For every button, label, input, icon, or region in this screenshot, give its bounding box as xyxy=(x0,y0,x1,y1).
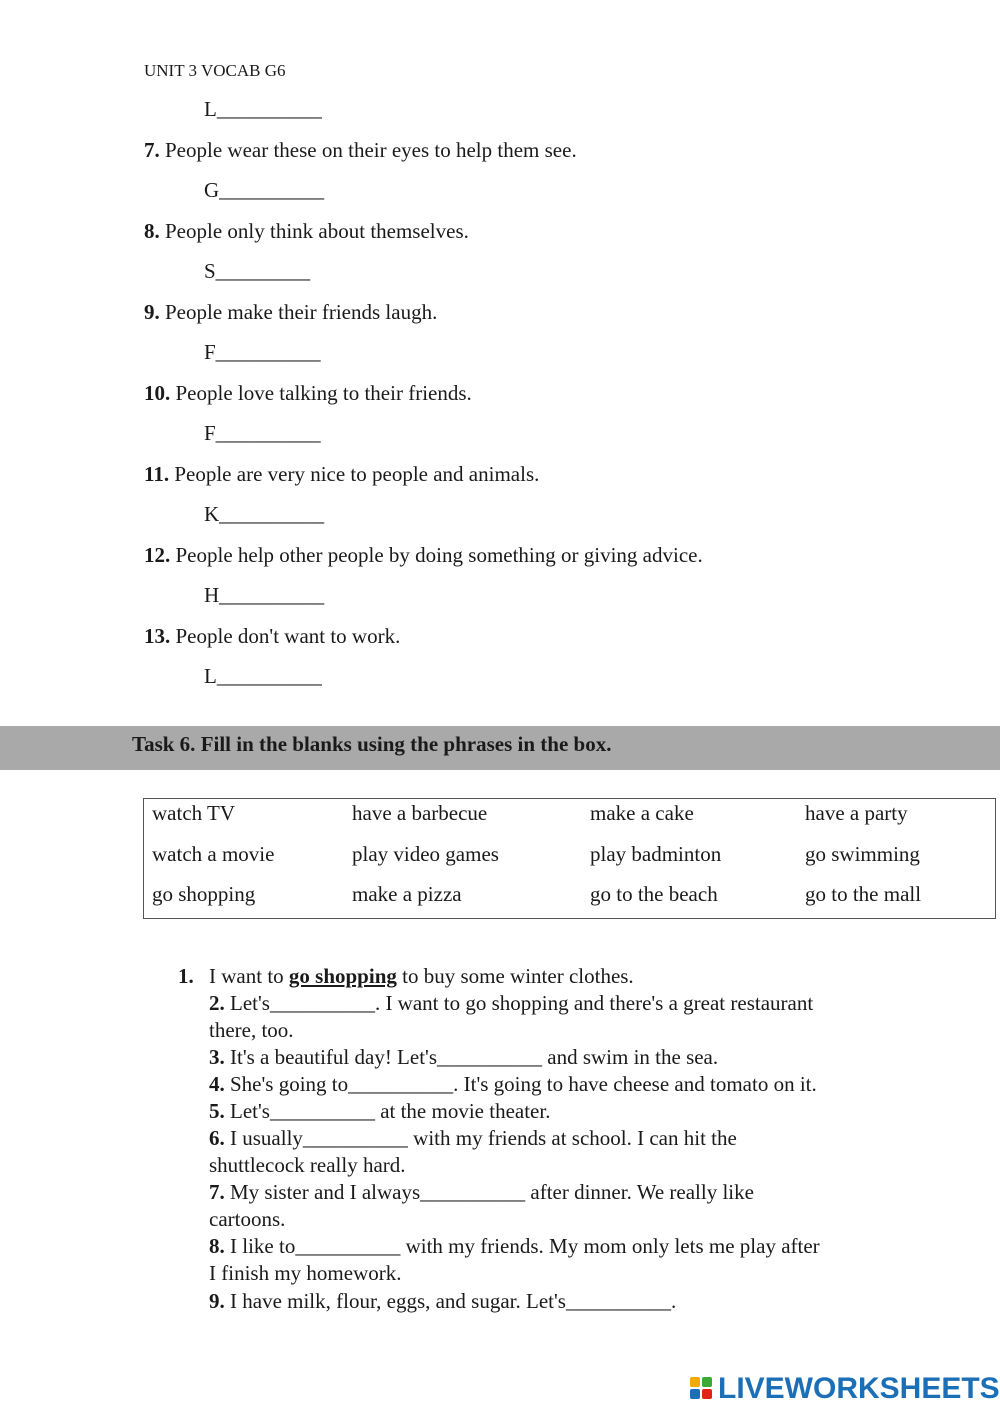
sentence-7[interactable]: 7. My sister and I always__________ after dinner. We really like xyxy=(209,1180,754,1204)
phrase: have a party xyxy=(805,801,908,825)
answer-blank-9[interactable]: F__________ xyxy=(204,340,321,364)
phrase: go swimming xyxy=(805,842,920,866)
phrase: make a pizza xyxy=(352,882,462,906)
task-6-title: Task 6. Fill in the blanks using the phrases in the box. xyxy=(132,732,612,756)
question-7: 7. People wear these on their eyes to help them see. xyxy=(144,138,577,162)
sentence-1-number: 1. xyxy=(178,964,194,988)
answer-blank-10[interactable]: F__________ xyxy=(204,421,321,445)
sentence-2[interactable]: 2. Let's__________. I want to go shopping and there's a great restaurant xyxy=(209,991,814,1015)
sentence-8-cont: I finish my homework. xyxy=(209,1261,402,1285)
phrase: have a barbecue xyxy=(352,801,488,825)
question-9: 9. People make their friends laugh. xyxy=(144,300,438,324)
sentence-1-answer[interactable]: go shopping xyxy=(288,964,397,988)
sentence-8[interactable]: 8. I like to__________ with my friends. My mom only lets me play after xyxy=(209,1234,820,1258)
answer-blank-12[interactable]: H__________ xyxy=(204,583,325,607)
answer-blank-8[interactable]: S_________ xyxy=(204,259,311,283)
sentence-6-cont: shuttlecock really hard. xyxy=(209,1153,406,1177)
phrase: go shopping xyxy=(152,882,256,906)
phrase: play badminton xyxy=(590,842,722,866)
answer-blank-13[interactable]: L__________ xyxy=(204,664,322,688)
question-10: 10. People love talking to their friends. xyxy=(144,381,472,405)
question-11: 11. People are very nice to people and animals. xyxy=(144,462,540,486)
sentence-6[interactable]: 6. I usually__________ with my friends at school. I can hit the xyxy=(209,1126,737,1150)
sentence-4[interactable]: 4. She's going to__________. It's going to have cheese and tomato on it. xyxy=(209,1072,817,1096)
question-12: 12. People help other people by doing something or giving advice. xyxy=(144,543,703,567)
unit-header: UNIT 3 VOCAB G6 xyxy=(144,61,286,80)
question-13: 13. People don't want to work. xyxy=(144,624,401,648)
phrase: play video games xyxy=(352,842,499,866)
phrase: go to the mall xyxy=(805,882,922,906)
phrase: watch TV xyxy=(152,801,236,825)
phrase: go to the beach xyxy=(590,882,718,906)
phrase: watch a movie xyxy=(152,842,275,866)
brand-name: LIVEWORKSHEETS xyxy=(718,1372,1000,1405)
answer-blank-11[interactable]: K__________ xyxy=(204,502,325,526)
sentence-7-cont: cartoons. xyxy=(209,1207,286,1231)
liveworksheets-logo-icon xyxy=(690,1377,714,1401)
sentence-1: I want to go shopping to buy some winter clothes. xyxy=(209,964,634,988)
sentence-2-cont: there, too. xyxy=(209,1018,294,1042)
sentence-5[interactable]: 5. Let's__________ at the movie theater. xyxy=(209,1099,551,1123)
sentence-9[interactable]: 9. I have milk, flour, eggs, and sugar. Let's__________. xyxy=(209,1289,677,1313)
liveworksheets-logo xyxy=(690,1372,1000,1406)
sentence-3[interactable]: 3. It's a beautiful day! Let's__________ and swim in the sea. xyxy=(209,1045,719,1069)
phrase: make a cake xyxy=(590,801,694,825)
question-8: 8. People only think about themselves. xyxy=(144,219,469,243)
answer-blank-6[interactable]: L__________ xyxy=(204,97,322,121)
answer-blank-7[interactable]: G__________ xyxy=(204,178,325,202)
